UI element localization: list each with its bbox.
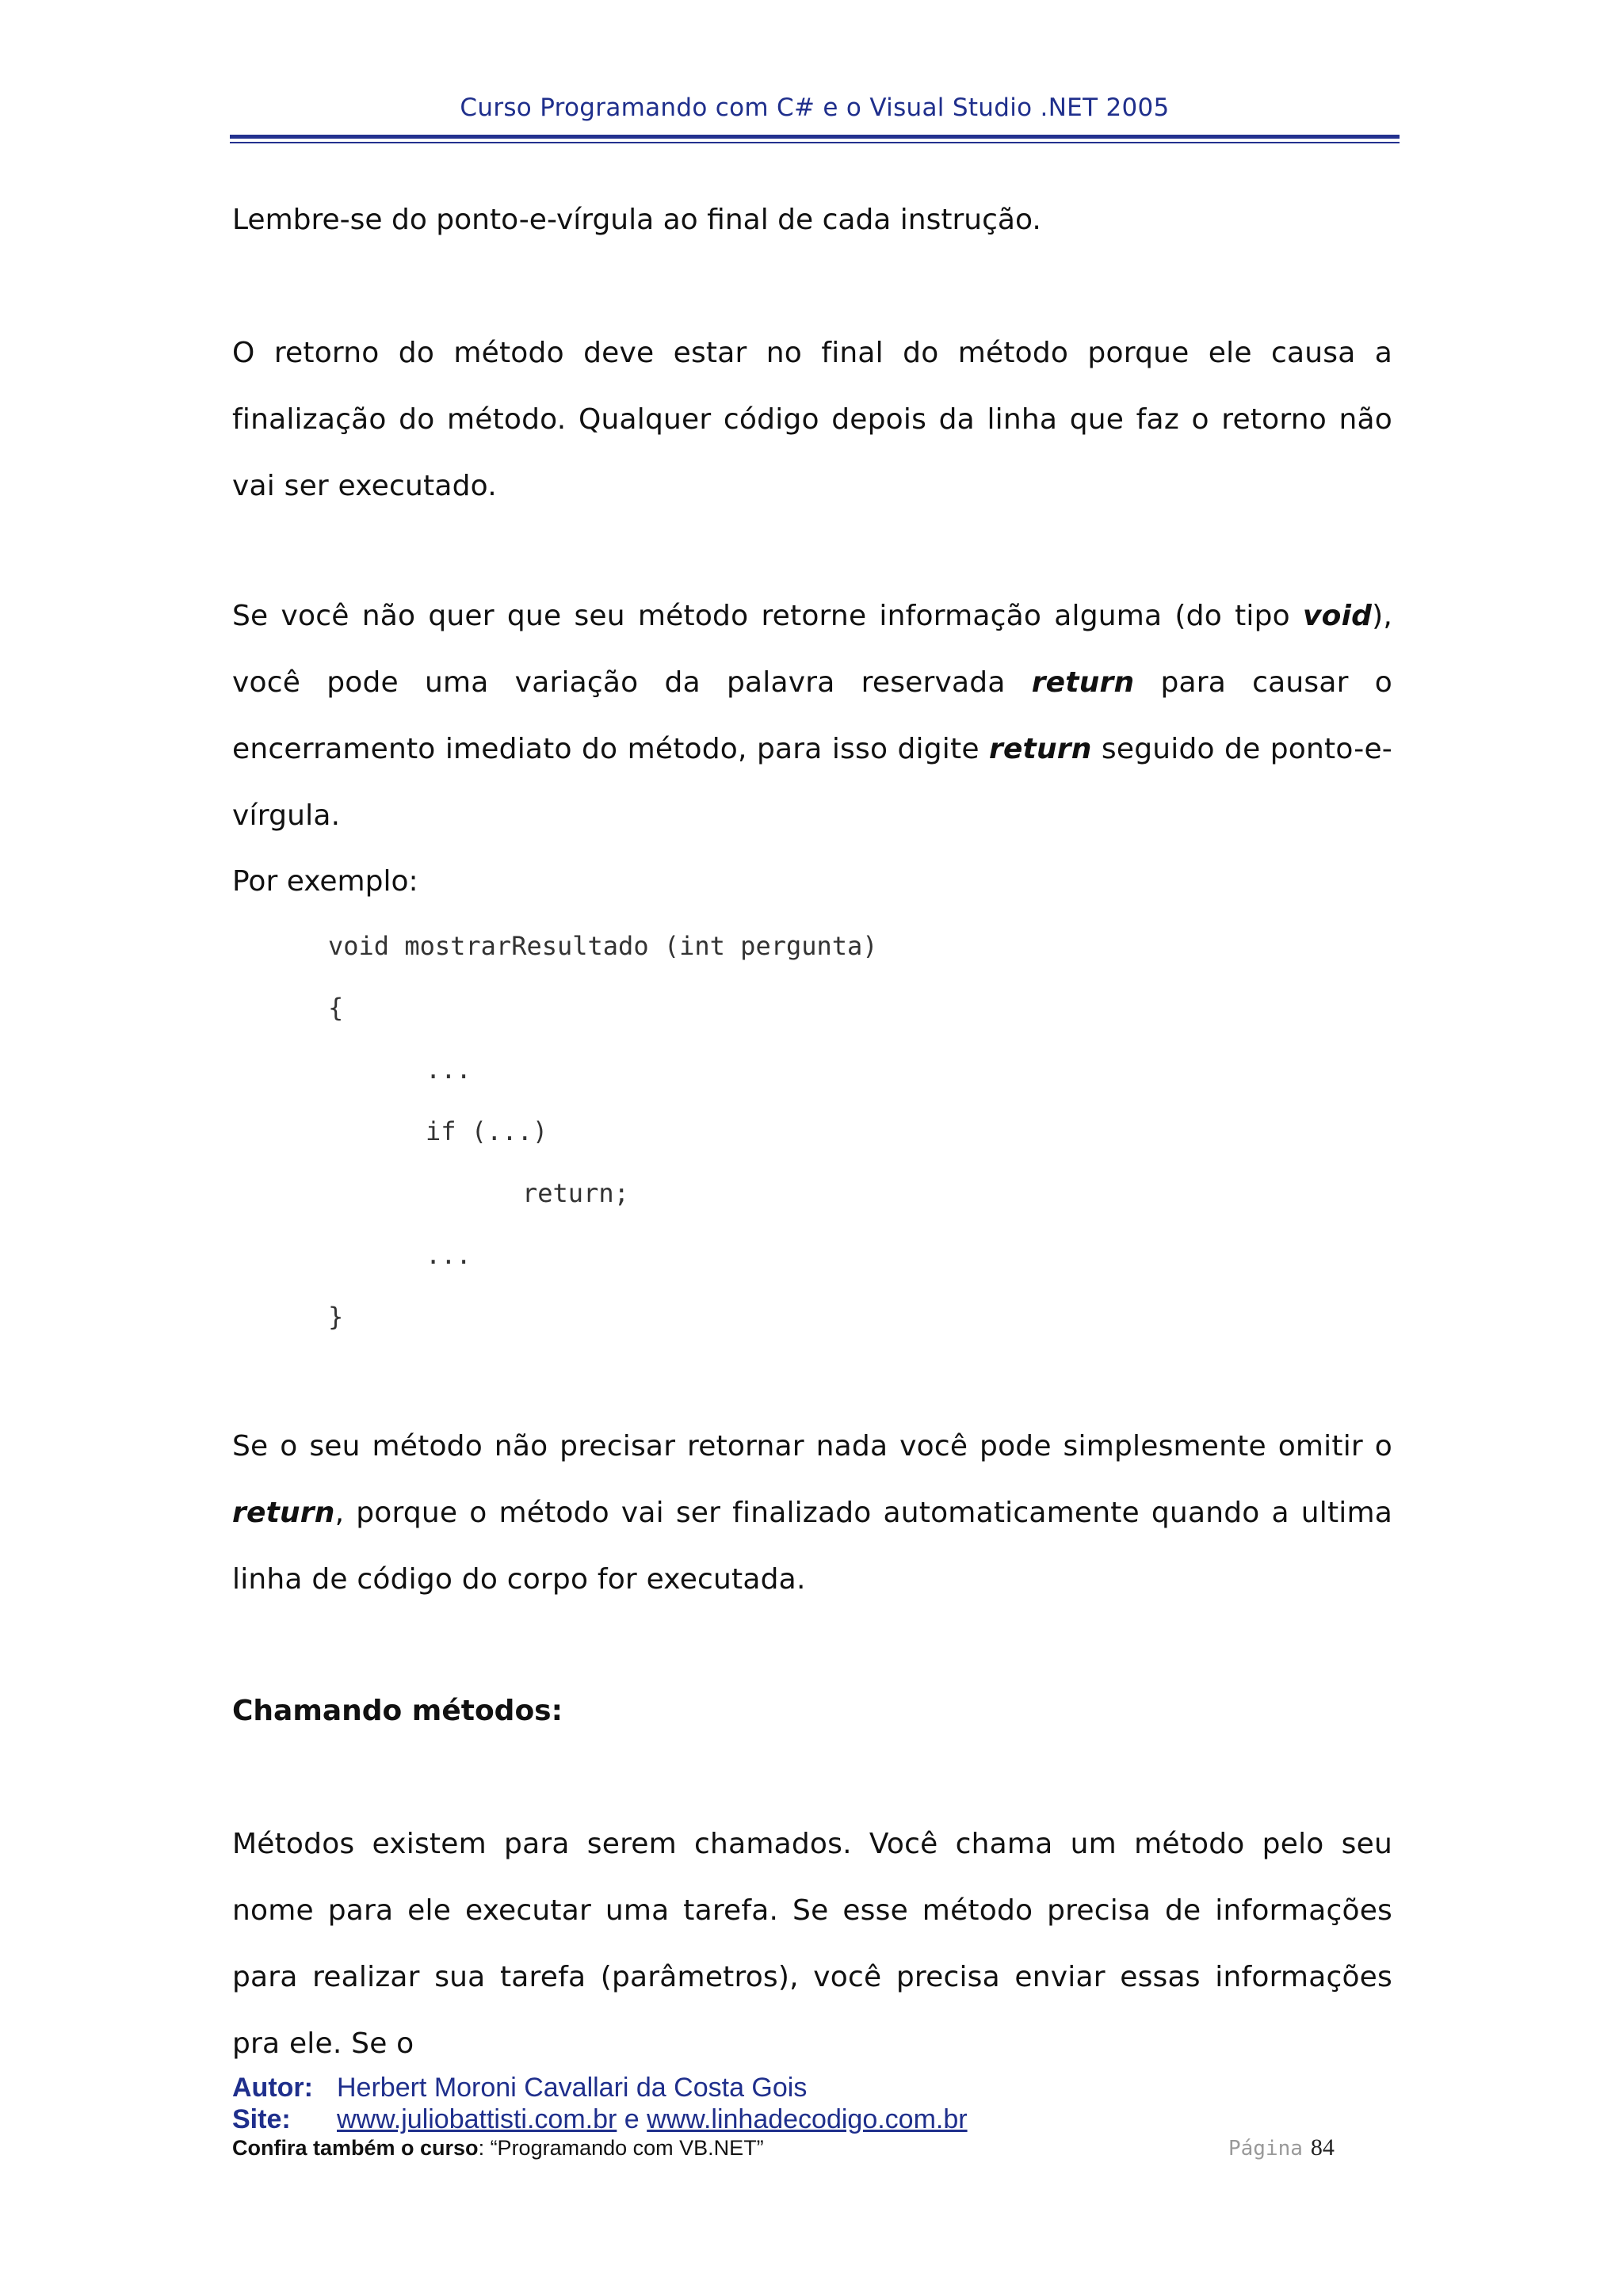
site-separator: e	[617, 2104, 647, 2134]
code-line-open-brace: {	[328, 993, 344, 1023]
keyword-return: return	[232, 1497, 335, 1529]
paragraph-calling-methods: Métodos existem para serem chamados. Você chama um método pelo seu nome para ele executar uma tarefa. Se esse método precisa de informações para realizar sua tarefa (parâmetros), você precisa enviar essas informações pra ele. Se o	[232, 1828, 1392, 2060]
site-link-linhadecodigo[interactable]: www.linhadecodigo.com.br	[647, 2104, 968, 2134]
header-rule-thin	[230, 142, 1400, 143]
code-line-signature: void mostrarResultado (int pergunta)	[328, 931, 878, 961]
footer-site-label: Site:	[232, 2104, 291, 2134]
footer-note-rest: : “Programando com VB.NET”	[478, 2136, 764, 2160]
section-heading: Chamando métodos:	[232, 1695, 563, 1727]
code-line-if: if (...)	[426, 1116, 548, 1146]
text-segment: seguido de ponto-e-vírgula.	[232, 733, 1392, 832]
keyword-return: return	[1031, 666, 1135, 699]
page-number-value: 84	[1310, 2134, 1335, 2161]
footer-site-links	[337, 2104, 968, 2135]
page-number	[1228, 2134, 1335, 2161]
keyword-void: void	[1303, 600, 1373, 632]
paragraph-return-position: O retorno do método deve estar no final do método porque ele causa a finalização do método. Qualquer código depois da linha que faz o retorno não vai ser executado.	[232, 337, 1392, 502]
paragraph-omit-return	[232, 1413, 1392, 1613]
footer-author-label: Autor:	[232, 2073, 313, 2103]
text-segment: Se o seu método não precisar retornar nada você pode simplesmente omitir o	[232, 1430, 1392, 1463]
page-label: Página	[1228, 2137, 1303, 2161]
header-rule	[230, 135, 1400, 139]
text-segment: Se você não quer que seu método retorne informação alguma (do tipo	[232, 600, 1303, 632]
code-line-ellipsis: ...	[426, 1240, 472, 1270]
paragraph-void-return	[232, 583, 1392, 849]
code-line-close-brace: }	[328, 1302, 344, 1332]
text-segment: para causar o encerramento imediato do método, para isso digite	[232, 666, 1392, 765]
code-line-ellipsis: ...	[426, 1055, 472, 1085]
paragraph-semicolon-reminder: Lembre-se do ponto-e-vírgula ao final de cada instrução.	[232, 204, 1041, 236]
footer-note-bold: Confira também o curso	[232, 2136, 479, 2160]
text-segment: ), você pode uma variação da palavra reservada	[232, 600, 1392, 699]
keyword-return: return	[988, 733, 1092, 765]
code-line-return: return;	[522, 1178, 629, 1208]
text-segment: , porque o método vai ser finalizado automaticamente quando a ultima linha de código do corpo for executada.	[232, 1497, 1392, 1596]
site-link-juliobattisti[interactable]: www.juliobattisti.com.br	[337, 2104, 617, 2134]
page-header-title: Curso Programando com C# e o Visual Studio .NET 2005	[460, 93, 1170, 122]
paragraph-example-intro: Por exemplo:	[232, 865, 418, 898]
footer-author-name: Herbert Moroni Cavallari da Costa Gois	[337, 2073, 808, 2103]
footer-course-note	[232, 2136, 764, 2161]
